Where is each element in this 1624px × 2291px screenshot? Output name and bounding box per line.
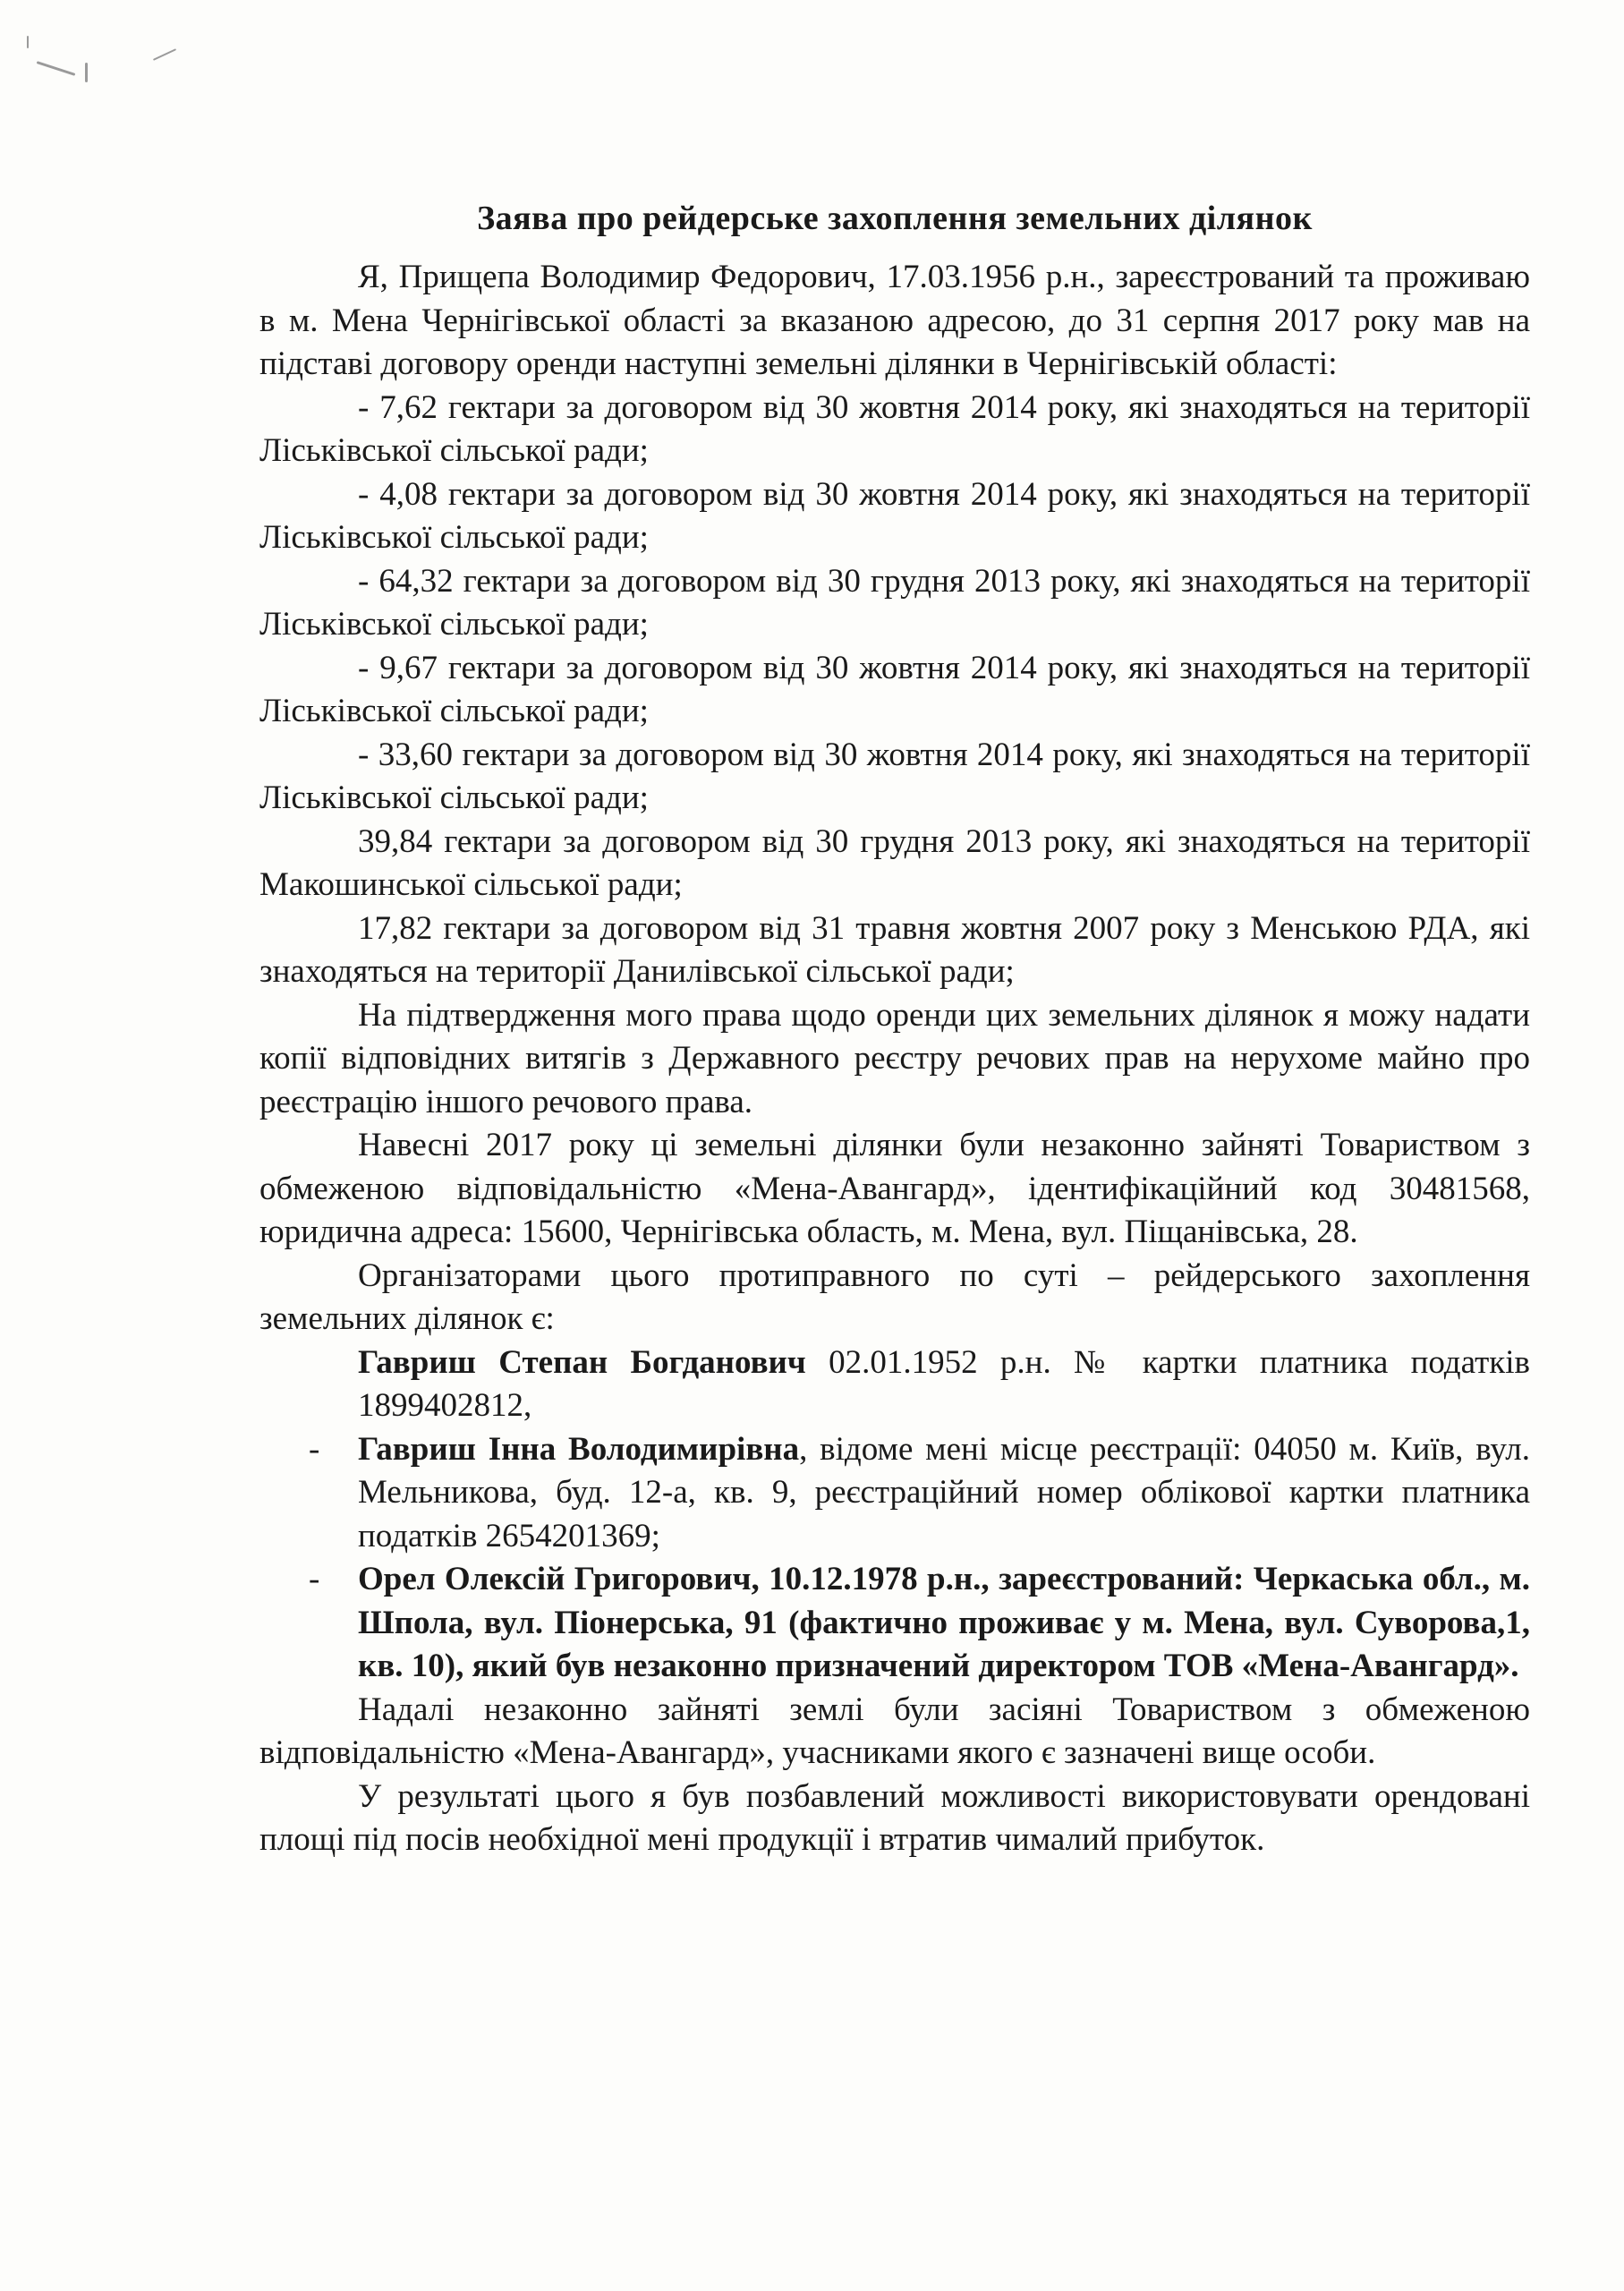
plot-item: - 9,67 гектари за договором від 30 жовтня 2014 року, які знаходяться на території Ліськівської сільської ради; [259,649,1530,729]
sowing-paragraph: Надалі незаконно зайняті землі були засіяні Товариством з обмеженою відповідальністю «Мена-Авангард», учасниками якого є зазначені вище особи. [259,1691,1530,1771]
plot-item: - 7,62 гектари за договором від 30 жовтня 2014 року, які знаходяться на території Ліськівської сільської ради; [259,388,1530,469]
organizer-item [259,1428,1530,1559]
confirmation-paragraph: На підтвердження мого права щодо оренди цих земельних ділянок я можу надати копії відповідних витягів з Державного реєстру речових прав на нерухоме майно про реєстрацію іншого речового права. [259,996,1530,1120]
organizer-name: Орел Олексій Григорович, 10.12.1978 р.н., зареєстрований: Черкаська обл., м. Шпола, вул. Піонерська, 91 (фактично проживає у м. Мена, вул. Суворова,1, кв. 10), який був незаконно призначений директором ТОВ «Мена-Авангард». [358,1561,1530,1684]
organizer-item [259,1558,1530,1689]
scan-artifact [37,61,76,76]
plot-item: 17,82 гектари за договором від 31 травня жовтня 2007 року з Менською РДА, які знаходяться на території Данилівської сільської ради; [259,909,1530,990]
scan-artifact [27,36,29,48]
document-title: Заява про рейдерське захоплення земельних ділянок [477,200,1313,237]
organizer-name: Гавриш Степан Богданович [358,1343,806,1381]
list-dash: - [309,1430,320,1468]
result-paragraph: У результаті цього я був позбавлений можливості використовувати орендовані площі під посів необхідної мені продукції і втратив чималий прибуток. [259,1777,1530,1858]
organizer-item [259,1341,1530,1428]
scan-artifact [153,48,176,61]
organizer-details: , відоме мені місце реєстрації: 04050 м. Київ, вул. Мельникова, буд. 12-а, кв. 9, реєстраційний номер облікової картки платника податків 2654201369; [358,1430,1530,1554]
list-dash: - [309,1561,320,1597]
organizer-name: Гавриш Інна Володимирівна [358,1430,800,1468]
plot-item: - 4,08 гектари за договором від 30 жовтня 2014 року, які знаходяться на території Ліськівської сільської ради; [259,475,1530,556]
plot-item: - 64,32 гектари за договором від 30 грудня 2013 року, які знаходяться на території Ліськівської сільської ради; [259,562,1530,643]
plot-item: 39,84 гектари за договором від 30 грудня 2013 року, які знаходяться на території Макошинської сільської ради; [259,822,1530,903]
organizer-details: 02.01.1952 р.н. № картки платника податків 1899402812, [358,1343,1530,1424]
plot-item: - 33,60 гектари за договором від 30 жовтня 2014 року, які знаходяться на території Ліськівської сільської ради; [259,736,1530,816]
document-page [259,170,1530,1862]
scan-artifact [85,63,88,82]
seizure-paragraph: Навесні 2017 року ці земельні ділянки були незаконно зайняті Товариством з обмеженою відповідальністю «Мена-Авангард», ідентифікаційний код 30481568, юридична адреса: 15600, Чернігівська область, м. Мена, вул. Піщанівська, 28. [259,1127,1530,1250]
organizers-intro: Організаторами цього протиправного по суті – рейдерського захоплення земельних ділянок є: [259,1256,1530,1337]
intro-paragraph: Я, Прищепа Володимир Федорович, 17.03.1956 р.н., зареєстрований та проживаю в м. Мена Чернігівської області за вказаною адресою, до 31 серпня 2017 року мав на підставі договору оренди наступні земельні ділянки в Чернігівській області: [259,259,1530,382]
